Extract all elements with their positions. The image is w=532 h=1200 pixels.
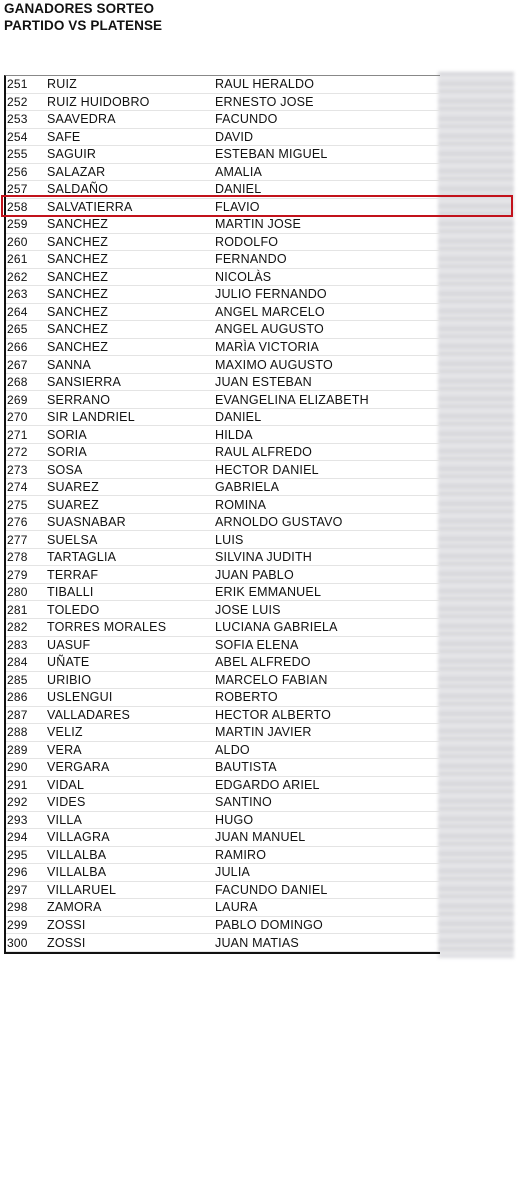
row-surname: VILLAGRA [47, 830, 110, 845]
row-firstname: SOFIA ELENA [215, 637, 299, 652]
row-firstname: HUGO [215, 812, 254, 827]
row-number: 270 [7, 410, 28, 425]
row-firstname: GABRIELA [215, 480, 280, 495]
row-surname: SIR LANDRIEL [47, 410, 135, 425]
table-row [6, 479, 440, 497]
row-firstname: FERNANDO [215, 252, 287, 267]
table-row [6, 444, 440, 462]
row-surname: SANCHEZ [47, 339, 109, 354]
row-firstname: FACUNDO DANIEL [215, 882, 328, 897]
table-row [6, 409, 440, 427]
row-number: 252 [7, 94, 28, 109]
row-firstname: RAUL HERALDO [215, 77, 315, 92]
table-row [6, 829, 440, 847]
table-row [6, 566, 440, 584]
row-surname: VILLA [47, 812, 83, 827]
row-surname: ZOSSI [47, 935, 86, 950]
table-row [6, 356, 440, 374]
table-row [6, 584, 440, 602]
row-surname: RUIZ [47, 77, 77, 92]
row-surname: UÑATE [47, 655, 90, 670]
table-row [6, 269, 440, 287]
row-number: 287 [7, 707, 28, 722]
table-row [6, 129, 440, 147]
table-row [6, 882, 440, 900]
row-number: 296 [7, 865, 28, 880]
row-firstname: JOSE LUIS [215, 602, 281, 617]
row-number: 292 [7, 795, 28, 810]
table-row [6, 216, 440, 234]
row-number: 254 [7, 129, 28, 144]
row-surname: UASUF [47, 637, 91, 652]
row-surname: SANCHEZ [47, 234, 109, 249]
row-surname: RUIZ HUIDOBRO [47, 94, 150, 109]
page-title [4, 0, 162, 34]
row-surname: SANSIERRA [47, 375, 122, 390]
row-surname: VALLADARES [47, 707, 131, 722]
table-row [6, 374, 440, 392]
table-row [6, 94, 440, 112]
row-surname: SALVATIERRA [47, 199, 133, 214]
table-row [6, 286, 440, 304]
row-number: 265 [7, 322, 28, 337]
row-surname: VELIZ [47, 725, 83, 740]
row-surname: SAFE [47, 129, 81, 144]
row-number: 281 [7, 602, 28, 617]
row-surname: SUASNABAR [47, 515, 126, 530]
row-number: 259 [7, 217, 28, 232]
title-line-2: PARTIDO VS PLATENSE [4, 18, 163, 33]
row-firstname: EVANGELINA ELIZABETH [215, 392, 369, 407]
table-row [6, 461, 440, 479]
row-surname: SALDAÑO [47, 182, 109, 197]
row-surname: SANCHEZ [47, 252, 109, 267]
table-row [6, 304, 440, 322]
row-number: 257 [7, 182, 28, 197]
row-surname: SUELSA [47, 532, 98, 547]
table-row [6, 391, 440, 409]
table-row [6, 76, 440, 94]
table-row [6, 899, 440, 917]
row-surname: VILLARUEL [47, 882, 117, 897]
row-firstname: EDGARDO ARIEL [215, 777, 320, 792]
table-row [6, 549, 440, 567]
table-row [6, 339, 440, 357]
row-firstname: JUAN MATIAS [215, 935, 299, 950]
table-row [6, 724, 440, 742]
row-number: 275 [7, 497, 28, 512]
row-firstname: SILVINA JUDITH [215, 550, 313, 565]
table-row [6, 234, 440, 252]
table-row [6, 637, 440, 655]
row-firstname: RAMIRO [215, 847, 267, 862]
row-surname: SANCHEZ [47, 287, 109, 302]
row-surname: VERGARA [47, 760, 110, 775]
table-row [6, 496, 440, 514]
row-number: 300 [7, 935, 28, 950]
row-number: 272 [7, 445, 28, 460]
row-surname: SOSA [47, 462, 83, 477]
row-firstname: MARTIN JOSE [215, 217, 302, 232]
row-surname: SANCHEZ [47, 269, 109, 284]
table-row [6, 777, 440, 795]
row-firstname: HECTOR ALBERTO [215, 707, 332, 722]
row-firstname: JUAN MANUEL [215, 830, 306, 845]
row-number: 283 [7, 637, 28, 652]
row-surname: SORIA [47, 427, 87, 442]
row-number: 262 [7, 269, 28, 284]
row-number: 295 [7, 847, 28, 862]
table-row [6, 654, 440, 672]
row-firstname: RAUL ALFREDO [215, 445, 313, 460]
row-number: 284 [7, 655, 28, 670]
row-surname: SERRANO [47, 392, 111, 407]
row-surname: SANCHEZ [47, 322, 109, 337]
row-number: 294 [7, 830, 28, 845]
table-row [6, 934, 440, 952]
row-surname: VILLALBA [47, 865, 107, 880]
row-firstname: ROBERTO [215, 690, 278, 705]
table-row [6, 672, 440, 690]
row-firstname: SANTINO [215, 795, 272, 810]
row-firstname: AMALIA [215, 164, 263, 179]
row-surname: SAGUIR [47, 147, 97, 162]
row-number: 255 [7, 147, 28, 162]
table-row [6, 321, 440, 339]
row-number: 273 [7, 462, 28, 477]
row-surname: ZOSSI [47, 918, 86, 932]
row-firstname: DANIEL [215, 410, 262, 425]
row-surname: TARTAGLIA [47, 550, 117, 565]
row-surname: USLENGUI [47, 690, 113, 705]
row-firstname: HECTOR DANIEL [215, 462, 319, 477]
row-number: 293 [7, 812, 28, 827]
row-number: 264 [7, 304, 28, 319]
row-number: 251 [7, 77, 28, 92]
table-row [6, 164, 440, 182]
table-row [6, 759, 440, 777]
row-number: 276 [7, 515, 28, 530]
table-row [6, 601, 440, 619]
table-row [6, 917, 440, 935]
table-row [6, 689, 440, 707]
table-row [6, 742, 440, 760]
row-surname: URIBIO [47, 672, 92, 687]
row-number: 253 [7, 112, 28, 127]
row-firstname: ALDO [215, 742, 250, 757]
row-firstname: RODOLFO [215, 234, 279, 249]
row-surname: SANCHEZ [47, 304, 109, 319]
row-firstname: JULIA [215, 865, 251, 880]
row-number: 286 [7, 690, 28, 705]
table-row [6, 812, 440, 830]
row-surname: TIBALLI [47, 585, 94, 600]
row-number: 268 [7, 375, 28, 390]
row-firstname: MAXIMO AUGUSTO [215, 357, 333, 372]
row-number: 278 [7, 550, 28, 565]
row-firstname: DAVID [215, 129, 254, 144]
table-row [6, 794, 440, 812]
row-firstname: LUCIANA GABRIELA [215, 620, 338, 635]
row-surname: VILLALBA [47, 847, 107, 862]
row-surname: SORIA [47, 445, 87, 460]
table-row [6, 251, 440, 269]
row-number: 258 [7, 199, 28, 214]
row-firstname: BAUTISTA [215, 760, 277, 775]
row-firstname: ANGEL MARCELO [215, 304, 325, 319]
table-row [6, 864, 440, 882]
row-number: 285 [7, 672, 28, 687]
table-row [6, 111, 440, 129]
row-surname: SUAREZ [47, 497, 99, 512]
row-number: 271 [7, 427, 28, 442]
row-firstname: ROMINA [215, 497, 267, 512]
row-number: 261 [7, 252, 28, 267]
row-surname: SANCHEZ [47, 217, 109, 232]
row-number: 267 [7, 357, 28, 372]
row-surname: SAAVEDRA [47, 112, 116, 127]
row-number: 263 [7, 287, 28, 302]
row-firstname: MARÌA VICTORIA [215, 339, 319, 354]
row-number: 274 [7, 480, 28, 495]
row-number: 277 [7, 532, 28, 547]
row-firstname: DANIEL [215, 182, 262, 197]
row-surname: VIDES [47, 795, 86, 810]
row-firstname: ERNESTO JOSE [215, 94, 314, 109]
row-firstname: FLAVIO [215, 199, 260, 214]
highlighted-row-box [1, 195, 513, 217]
row-surname: SUAREZ [47, 480, 99, 495]
row-firstname: FACUNDO [215, 112, 278, 127]
row-number: 279 [7, 567, 28, 582]
row-surname: VERA [47, 742, 82, 757]
row-firstname: MARCELO FABIAN [215, 672, 328, 687]
row-surname: SALAZAR [47, 164, 106, 179]
row-number: 299 [7, 918, 28, 932]
table-row [6, 707, 440, 725]
row-number: 269 [7, 392, 28, 407]
row-firstname: LAURA [215, 900, 258, 915]
row-firstname: JULIO FERNANDO [215, 287, 327, 302]
row-number: 298 [7, 900, 28, 915]
row-firstname: HILDA [215, 427, 253, 442]
row-number: 256 [7, 164, 28, 179]
row-surname: VIDAL [47, 777, 85, 792]
table-row [6, 619, 440, 637]
row-firstname: ERIK EMMANUEL [215, 585, 322, 600]
row-number: 260 [7, 234, 28, 249]
table-row [6, 514, 440, 532]
row-number: 297 [7, 882, 28, 897]
table-row [6, 531, 440, 549]
row-firstname: ARNOLDO GUSTAVO [215, 515, 343, 530]
row-number: 280 [7, 585, 28, 600]
title-line-1: GANADORES SORTEO [4, 1, 155, 16]
row-surname: ZAMORA [47, 900, 102, 915]
row-firstname: JUAN PABLO [215, 567, 294, 582]
row-surname: TORRES MORALES [47, 620, 167, 635]
row-firstname: ANGEL AUGUSTO [215, 322, 324, 337]
row-number: 289 [7, 742, 28, 757]
row-surname: TOLEDO [47, 602, 100, 617]
table-row [6, 146, 440, 164]
row-surname: TERRAF [47, 567, 99, 582]
table-row [6, 426, 440, 444]
row-firstname: PABLO DOMINGO [215, 918, 323, 932]
row-firstname: LUIS [215, 532, 244, 547]
row-firstname: JUAN ESTEBAN [215, 375, 312, 390]
row-firstname: MARTIN JAVIER [215, 725, 312, 740]
row-firstname: NICOLÀS [215, 269, 272, 284]
row-number: 290 [7, 760, 28, 775]
table-row [6, 847, 440, 865]
row-number: 291 [7, 777, 28, 792]
row-surname: SANNA [47, 357, 92, 372]
row-number: 288 [7, 725, 28, 740]
row-firstname: ABEL ALFREDO [215, 655, 311, 670]
row-firstname: ESTEBAN MIGUEL [215, 147, 328, 162]
row-number: 282 [7, 620, 28, 635]
row-number: 266 [7, 339, 28, 354]
